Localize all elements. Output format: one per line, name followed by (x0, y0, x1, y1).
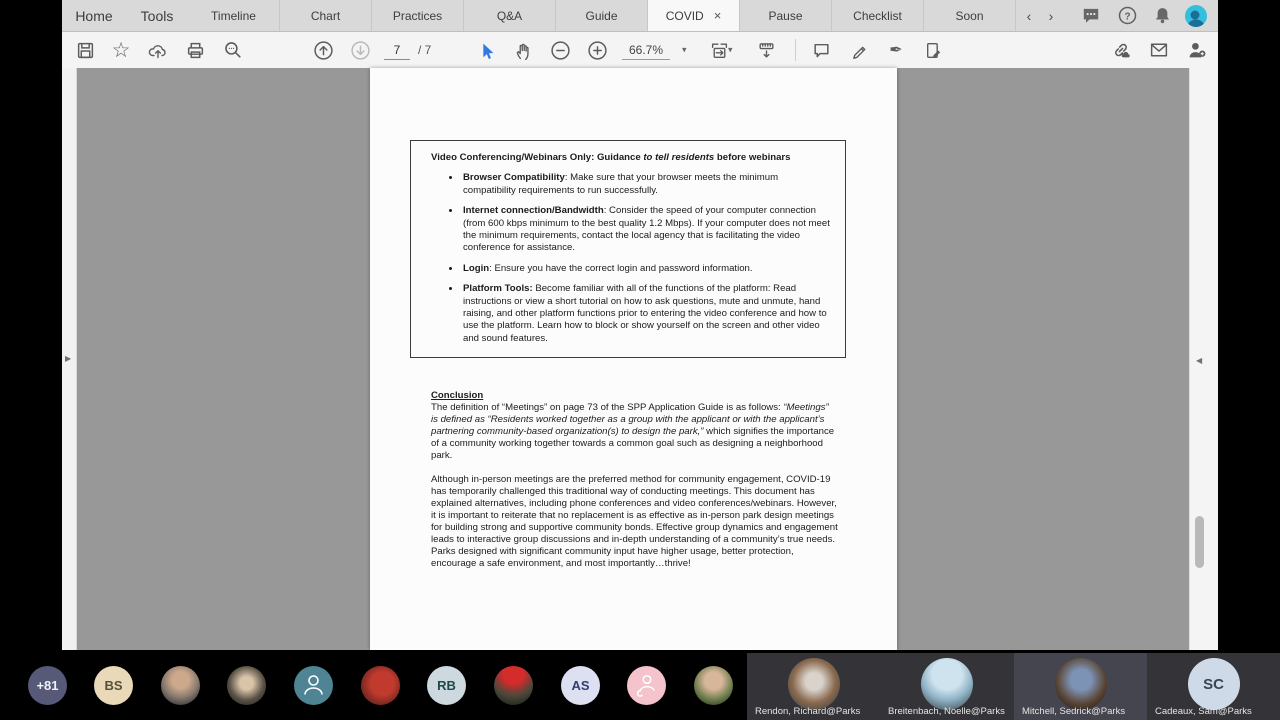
participant-name-label: Mitchell, Sedrick@Parks (1022, 706, 1126, 717)
participant-photo-avatar[interactable] (694, 666, 733, 705)
participant-photo-avatar[interactable] (361, 666, 400, 705)
participant-photo-avatar (921, 658, 973, 710)
page-down-icon[interactable] (347, 37, 373, 63)
participant-initials[interactable] (427, 666, 466, 705)
bullet-item: • Login: Ensure you have the correct login and password information. (461, 263, 831, 275)
tab-tools[interactable] (126, 0, 188, 31)
participant-photo-avatar (788, 658, 840, 710)
callout-title: Video Conferencing/Webinars Only: Guidance to tell residents before webinars (431, 152, 791, 163)
tab-guide[interactable] (556, 0, 648, 31)
tab-label: Guide (585, 8, 618, 23)
tab-soon[interactable] (924, 0, 1016, 31)
fit-page-ruler-icon[interactable] (753, 37, 779, 63)
avatar-circle (1185, 5, 1207, 27)
count-label: +81 (36, 678, 59, 693)
tab-label: Pause (768, 8, 803, 23)
participant-photo-avatar (1055, 658, 1107, 710)
add-person-icon[interactable] (1184, 37, 1210, 63)
page-total-label: / 7 (418, 43, 432, 57)
participant-initials-avatar (1188, 658, 1240, 710)
tab-label: Practices (392, 8, 443, 23)
zoom-in-icon[interactable] (584, 37, 610, 63)
pdf-page (370, 68, 897, 650)
hand-tool-icon[interactable] (510, 37, 536, 63)
fill-sign-pen-icon[interactable]: ✒ (889, 42, 903, 59)
zoom-dropdown-caret-icon[interactable]: ▾ (682, 44, 687, 55)
participant-photo-avatar[interactable] (494, 666, 533, 705)
zoom-level-input[interactable]: 66.7% (622, 41, 670, 60)
bullet-item: • Platform Tools: Become familiar with all of the functions of the platform: Read instructions or view a short tutorial on how to ask questions, mute and unmute, hand raising, and other platform functions prior to entering the video conference and how to use the platform. Learn how to block or show yourself on the screen and other video and sound features. (461, 283, 831, 345)
pdf-toolbar (62, 32, 1218, 69)
tab-pause[interactable] (740, 0, 832, 31)
tab-label: Home (75, 7, 113, 24)
scrollbar-thumb[interactable] (1195, 516, 1204, 568)
conclusion-heading: Conclusion (431, 390, 484, 401)
tab-checklist[interactable] (832, 0, 924, 31)
vertical-scrollbar (1189, 68, 1218, 650)
tab-qa[interactable] (464, 0, 556, 31)
initials-label: AS (571, 678, 590, 693)
chat-bubble-icon[interactable] (1078, 0, 1104, 31)
prev-tab-chevron-icon[interactable]: ‹ (1026, 7, 1032, 24)
tab-label: Chart (310, 8, 341, 23)
toolbar-divider (795, 39, 796, 61)
participant-photo-avatar[interactable] (161, 666, 200, 705)
print-icon[interactable] (182, 37, 208, 63)
video-tile-mitchell[interactable] (1014, 653, 1147, 720)
star-favorite-icon[interactable]: ☆ (111, 38, 131, 62)
next-tab-chevron-icon[interactable]: › (1048, 7, 1054, 24)
participant-person-icon[interactable] (294, 666, 333, 705)
fit-dropdown-caret-icon[interactable]: ▾ (728, 44, 733, 55)
initials-label: BS (104, 678, 123, 693)
participant-photo-avatar[interactable] (227, 666, 266, 705)
edit-document-icon[interactable] (920, 37, 946, 63)
email-icon[interactable] (1146, 37, 1172, 63)
tab-label: Q&A (496, 8, 523, 23)
cloud-upload-icon[interactable] (145, 37, 171, 63)
svg-text:?: ? (1123, 11, 1131, 23)
notifications-bell-icon[interactable] (1149, 0, 1175, 31)
conclusion-paragraph-2: Although in-person meetings are the preferred method for community engagement, COVID-19 has temporarily challenged this traditional way of conducting meetings. This document has explained alternatives, including phone conferences and video conferences/webinars. However, it is important to reiterate that no replacement is as effective as in-person park design meetings for building strong and supportive community bonds. Effective group dynamics and engagement leads to interactive group discussions and in-depth understanding of a community’s true needs. Parks designed with significant community input have higher usage, better protection, encourage a safe environment, and most importantly…thrive! (431, 474, 838, 569)
tab-practices[interactable] (372, 0, 464, 31)
save-icon[interactable] (72, 37, 98, 63)
tab-covid-active[interactable] (648, 0, 740, 31)
tab-label: Soon (955, 8, 984, 23)
participant-name-label: Cadeaux, Sam@Parks (1155, 706, 1252, 717)
video-tile-rendon[interactable] (747, 653, 880, 720)
phone-person-icon (627, 666, 666, 705)
comment-icon[interactable] (808, 37, 834, 63)
participant-phone-dialin[interactable] (627, 666, 666, 705)
tab-label: Tools (140, 7, 174, 24)
conclusion-paragraph-1: The definition of “Meetings” on page 73 of the SPP Application Guide is as follows: “Meetings” is defined as “Residents worked together as a group with the applicant or with the applicant’s partnering community-based organization(s) to design the park,” which signifies the importance of a community working together towards a common goal such as designing a neighborhood park. (431, 402, 835, 461)
participant-overflow-count[interactable] (28, 666, 67, 705)
tab-label: Checklist (853, 8, 902, 23)
person-icon (294, 666, 333, 705)
tab-label: COVID (665, 8, 704, 23)
page-number-input[interactable]: 7 (384, 41, 410, 60)
callout-box (410, 140, 846, 358)
left-panel-strip (62, 68, 77, 650)
tab-timeline[interactable] (188, 0, 280, 31)
bullet-item: • Internet connection/Bandwidth: Consider the speed of your computer connection (from 600 kbps minimum to the best quality 1.2 Mbps). If your computer does not meet the minimum requirements, contact the local agency that is facilitating the video conference for assistance. (461, 205, 831, 255)
callout-bullet-list (431, 172, 831, 345)
search-icon[interactable] (220, 37, 246, 63)
profile-avatar[interactable] (1183, 0, 1209, 31)
tab-chart[interactable] (280, 0, 372, 31)
video-tile-cadeaux[interactable] (1147, 653, 1280, 720)
expand-panel-arrow-icon[interactable]: ▶ (65, 354, 72, 363)
participant-initials[interactable] (561, 666, 600, 705)
tab-bar (62, 0, 1218, 32)
highlight-pencil-icon[interactable] (846, 37, 872, 63)
zoom-out-icon[interactable] (547, 37, 573, 63)
participant-initials[interactable] (94, 666, 133, 705)
participant-name-label: Rendon, Richard@Parks (755, 706, 861, 717)
document-viewer (62, 68, 1218, 650)
initials-label: RB (437, 678, 456, 693)
initials-label: SC (1203, 675, 1224, 693)
conclusion-section (431, 390, 838, 570)
tab-home[interactable] (62, 0, 126, 31)
video-tile-breitenbach[interactable] (880, 653, 1014, 720)
select-tool-icon[interactable] (473, 37, 499, 63)
page-up-icon[interactable] (310, 37, 336, 63)
collapse-panel-arrow-icon[interactable]: ◀ (1196, 356, 1203, 365)
help-icon[interactable] (1114, 0, 1140, 31)
bullet-item: • Browser Compatibility: Make sure that your browser meets the minimum compatibility requirements to run successfully. (461, 172, 831, 197)
tab-label: Timeline (211, 8, 256, 23)
share-link-icon[interactable] (1108, 37, 1134, 63)
participant-name-label: Breitenbach, Noelle@Parks (888, 706, 1005, 717)
meeting-participant-bar (0, 650, 1280, 720)
close-tab-icon[interactable]: × (713, 8, 722, 23)
